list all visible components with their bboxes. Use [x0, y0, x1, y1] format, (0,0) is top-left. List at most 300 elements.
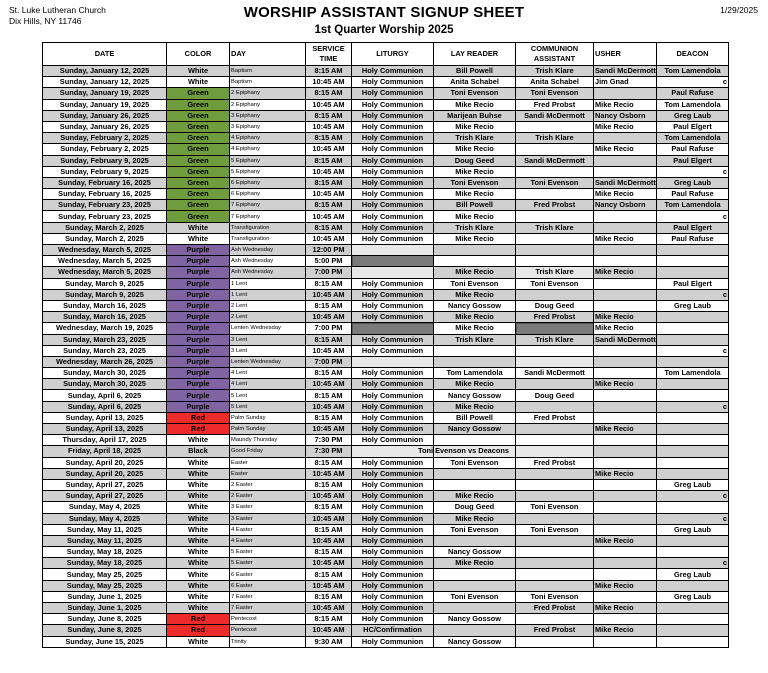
cell-liturgy: Holy Communion — [352, 569, 434, 580]
cell-color: Green — [167, 211, 230, 222]
cell-usher — [594, 412, 657, 423]
cell-service-time: 10:45 AM — [306, 345, 352, 356]
cell-day: 5 Easter — [230, 558, 306, 569]
cell-lay-reader: Nancy Gossow — [434, 390, 516, 401]
cell-day: 3 Easter — [230, 502, 306, 513]
table-row — [43, 267, 729, 278]
cell-color: White — [167, 479, 230, 490]
table-row — [43, 256, 729, 267]
cell-color: White — [167, 491, 230, 502]
cell-usher — [594, 614, 657, 625]
cell-liturgy: Holy Communion — [352, 614, 434, 625]
cell-color: White — [167, 222, 230, 233]
cell-communion-assistant: Anita Schabel — [516, 77, 594, 88]
cell-lay-reader: Nancy Gossow — [434, 614, 516, 625]
cell-deacon: Greg Laub — [657, 524, 729, 535]
cell-color: White — [167, 233, 230, 244]
cell-liturgy: Holy Communion — [352, 491, 434, 502]
cell-communion-assistant — [516, 345, 594, 356]
cell-service-time: 10:45 AM — [306, 535, 352, 546]
cell-communion-assistant — [516, 289, 594, 300]
cell-usher: Mike Recio — [594, 603, 657, 614]
cell-service-time: 10:45 AM — [306, 401, 352, 412]
cell-usher: Mike Recio — [594, 580, 657, 591]
cell-service-time: 8:15 AM — [306, 177, 352, 188]
cell-communion-assistant — [516, 401, 594, 412]
cell-liturgy: Holy Communion — [352, 603, 434, 614]
cell-deacon — [657, 580, 729, 591]
cell-liturgy — [352, 245, 434, 256]
cell-day: 3 Lent — [230, 345, 306, 356]
church-name: St. Luke Lutheran Church — [9, 5, 106, 15]
cell-lay-reader — [434, 435, 516, 446]
table-row — [43, 479, 729, 490]
cell-color: Purple — [167, 334, 230, 345]
cell-liturgy: Holy Communion — [352, 547, 434, 558]
table-row — [43, 524, 729, 535]
cell-service-time: 7:00 PM — [306, 356, 352, 367]
cell-day: 2 Lent — [230, 300, 306, 311]
cell-lay-reader: Toni Evenson — [434, 177, 516, 188]
table-row — [43, 356, 729, 367]
cell-date: Sunday, May 18, 2025 — [43, 547, 167, 558]
cell-usher — [594, 435, 657, 446]
cell-communion-assistant: Trish Klare — [516, 133, 594, 144]
cell-service-time: 9:30 AM — [306, 636, 352, 647]
cell-day: 7 Easter — [230, 603, 306, 614]
cell-usher — [594, 300, 657, 311]
cell-day: Baptism — [230, 77, 306, 88]
cell-usher: Mike Recio — [594, 535, 657, 546]
cell-day: 4 Easter — [230, 524, 306, 535]
cell-deacon: Paul Rafuse — [657, 233, 729, 244]
cell-day: 1 Lent — [230, 289, 306, 300]
cell-service-time: 10:45 AM — [306, 289, 352, 300]
cell-color: Green — [167, 177, 230, 188]
cell-color: Purple — [167, 245, 230, 256]
cell-usher: Mike Recio — [594, 625, 657, 636]
cell-deacon: Paul Rafuse — [657, 189, 729, 200]
cell-usher — [594, 345, 657, 356]
cell-lay-reader: Mike Recio — [434, 289, 516, 300]
cell-day: 2 Epiphany — [230, 99, 306, 110]
cell-deacon: Tom Lamendola — [657, 99, 729, 110]
cell-usher — [594, 289, 657, 300]
cell-day: 5 Easter — [230, 547, 306, 558]
cell-date: Sunday, May 4, 2025 — [43, 513, 167, 524]
cell-liturgy: Holy Communion — [352, 457, 434, 468]
cell-usher: Mike Recio — [594, 189, 657, 200]
cell-lay-reader: Toni Evenson — [434, 278, 516, 289]
cell-day: 2 Epiphany — [230, 88, 306, 99]
cell-color: Green — [167, 121, 230, 132]
table-row — [43, 535, 729, 546]
signup-table — [42, 42, 729, 648]
cell-day: 4 Epiphany — [230, 133, 306, 144]
cell-color: Red — [167, 424, 230, 435]
cell-color: Green — [167, 200, 230, 211]
cell-communion-assistant — [516, 479, 594, 490]
cell-usher: Mike Recio — [594, 323, 657, 334]
cell-lay-reader: Nancy Gossow — [434, 547, 516, 558]
cell-date: Sunday, June 1, 2025 — [43, 591, 167, 602]
table-row — [43, 547, 729, 558]
table-row — [43, 390, 729, 401]
cell-communion-assistant — [516, 379, 594, 390]
cell-deacon — [657, 446, 729, 457]
col-header-liturgy: LITURGY — [352, 43, 434, 66]
cell-lay-reader — [434, 256, 516, 267]
cell-usher: Jim Gnad — [594, 77, 657, 88]
cell-deacon — [657, 502, 729, 513]
cell-liturgy: Holy Communion — [352, 99, 434, 110]
cell-date: Sunday, March 23, 2025 — [43, 334, 167, 345]
table-row — [43, 591, 729, 602]
sheet-date: 1/29/2025 — [720, 5, 758, 15]
cell-day: Trinity — [230, 636, 306, 647]
cell-lay-reader — [434, 569, 516, 580]
cell-deacon — [657, 245, 729, 256]
cell-usher: Sandi McDermott — [595, 177, 656, 187]
cell-date: Sunday, March 2, 2025 — [43, 222, 167, 233]
cell-date: Friday, April 18, 2025 — [43, 446, 167, 457]
cell-deacon: Paul Elgert — [657, 278, 729, 289]
cell-day: Transfiguration — [230, 233, 306, 244]
cell-date: Sunday, June 8, 2025 — [43, 625, 167, 636]
cell-communion-assistant: Fred Probst — [516, 200, 594, 211]
cell-usher: Nancy Osborn — [594, 200, 657, 211]
cell-liturgy — [352, 256, 434, 267]
cell-usher: Mike Recio — [594, 233, 657, 244]
cell-day: Good Friday — [230, 446, 306, 457]
cell-day: Ash Wednesday — [230, 267, 306, 278]
cell-color: Red — [167, 625, 230, 636]
table-header-row — [43, 43, 729, 66]
table-row — [43, 446, 729, 457]
cell-communion-assistant — [516, 211, 594, 222]
cell-lay-reader — [434, 625, 516, 636]
church-location: Dix Hills, NY 11746 — [9, 16, 82, 26]
table-row — [43, 177, 729, 188]
cell-lay-reader: Doug Geed — [434, 502, 516, 513]
cell-date: Sunday, February 23, 2025 — [43, 200, 167, 211]
cell-service-time: 8:15 AM — [306, 334, 352, 345]
cell-communion-assistant: Fred Probst — [516, 99, 594, 110]
cell-color: Green — [167, 155, 230, 166]
table-row — [43, 211, 729, 222]
cell-lay-reader: Tom Lamendola — [434, 368, 516, 379]
cell-communion-assistant: Sandi McDermott — [516, 155, 594, 166]
cell-day: Pentecost — [230, 614, 306, 625]
cell-communion-assistant: Trish Klare — [516, 267, 594, 278]
cell-liturgy: Holy Communion — [352, 133, 434, 144]
cell-service-time: 10:45 AM — [306, 189, 352, 200]
cell-usher: Nancy Osborn — [594, 110, 657, 121]
cell-day: 5 Lent — [230, 390, 306, 401]
cell-communion-assistant: Fred Probst — [516, 603, 594, 614]
cell-service-time: 10:45 AM — [306, 603, 352, 614]
cell-lay-reader: Toni Evenson — [434, 457, 516, 468]
cell-day: 5 Epiphany — [230, 166, 306, 177]
cell-communion-assistant — [516, 491, 594, 502]
cell-day: 3 Epiphany — [230, 121, 306, 132]
cell-liturgy: Holy Communion — [352, 222, 434, 233]
cell-liturgy: Holy Communion — [352, 502, 434, 513]
cell-deacon: Greg Laub — [657, 110, 729, 121]
table-row — [43, 636, 729, 647]
cell-communion-assistant: Doug Geed — [516, 390, 594, 401]
cell-color: Purple — [167, 312, 230, 323]
cell-liturgy: Holy Communion — [352, 166, 434, 177]
cell-liturgy: Holy Communion — [352, 591, 434, 602]
table-body — [43, 66, 729, 648]
cell-day: Transfiguration — [230, 222, 306, 233]
cell-communion-assistant: Toni Evenson — [516, 177, 594, 188]
cell-date: Sunday, April 13, 2025 — [43, 424, 167, 435]
cell-usher — [594, 524, 657, 535]
cell-communion-assistant — [516, 614, 594, 625]
cell-usher: Mike Recio — [594, 424, 657, 435]
cell-day: 4 Epiphany — [230, 144, 306, 155]
cell-lay-reader: Mike Recio — [434, 211, 516, 222]
cell-color: Purple — [167, 256, 230, 267]
cell-liturgy: Holy Communion — [352, 468, 434, 479]
cell-lay-reader: Trish Klare — [434, 222, 516, 233]
cell-usher: Sandi McDermott — [595, 334, 656, 344]
cell-usher — [594, 88, 657, 99]
cell-day: 2 Easter — [230, 479, 306, 490]
table-row — [43, 614, 729, 625]
table-row — [43, 133, 729, 144]
cell-liturgy: Holy Communion — [352, 424, 434, 435]
cell-service-time: 10:45 AM — [306, 558, 352, 569]
table-row — [43, 491, 729, 502]
cell-communion-assistant — [516, 245, 594, 256]
table-row — [43, 625, 729, 636]
cell-liturgy: Holy Communion — [352, 379, 434, 390]
cell-usher: Mike Recio — [594, 144, 657, 155]
cell-color: White — [167, 502, 230, 513]
cell-service-time: 8:15 AM — [306, 457, 352, 468]
cell-deacon: Greg Laub — [657, 591, 729, 602]
cell-lay-reader — [434, 356, 516, 367]
table-row — [43, 77, 729, 88]
col-header-date: DATE — [43, 43, 167, 66]
cell-deacon: Greg Laub — [657, 569, 729, 580]
cell-service-time: 10:45 AM — [306, 211, 352, 222]
cell-usher — [594, 569, 657, 580]
table-row — [43, 345, 729, 356]
cell-color: White — [167, 435, 230, 446]
cell-liturgy: Holy Communion — [352, 368, 434, 379]
cell-usher: Mike Recio — [594, 121, 657, 132]
table-row — [43, 110, 729, 121]
cell-liturgy: Holy Communion — [352, 479, 434, 490]
cell-service-time: 10:45 AM — [306, 424, 352, 435]
cell-color: Green — [167, 166, 230, 177]
cell-deacon — [657, 356, 729, 367]
cell-day: 7 Easter — [230, 591, 306, 602]
cell-usher — [594, 356, 657, 367]
cell-service-time: 10:45 AM — [306, 233, 352, 244]
cell-date: Sunday, March 30, 2025 — [43, 368, 167, 379]
cell-communion-assistant — [516, 558, 594, 569]
cell-usher — [594, 211, 657, 222]
col-header-lay-reader: LAY READER — [434, 43, 516, 66]
cell-lay-reader — [434, 580, 516, 591]
cell-lay-reader: Mike Recio — [434, 401, 516, 412]
table-row — [43, 278, 729, 289]
cell-color: White — [167, 547, 230, 558]
cell-usher — [594, 401, 657, 412]
cell-deacon — [657, 435, 729, 446]
cell-deacon: Paul Rafuse — [657, 88, 729, 99]
table-row — [43, 468, 729, 479]
cell-deacon: c — [657, 401, 729, 412]
cell-lay-reader: Trish Klare — [434, 133, 516, 144]
cell-deacon: Paul Elgert — [657, 155, 729, 166]
cell-liturgy: Holy Communion — [352, 211, 434, 222]
cell-communion-assistant: Trish Klare — [516, 222, 594, 233]
cell-color: White — [167, 569, 230, 580]
cell-day: 5 Lent — [230, 401, 306, 412]
cell-date: Sunday, March 16, 2025 — [43, 300, 167, 311]
cell-usher — [594, 368, 657, 379]
cell-deacon: Tom Lamendola — [657, 66, 729, 77]
cell-service-time: 8:15 AM — [306, 155, 352, 166]
table-row — [43, 155, 729, 166]
table-row — [43, 99, 729, 110]
cell-deacon — [657, 603, 729, 614]
cell-date: Sunday, February 16, 2025 — [43, 177, 167, 188]
cell-day: 4 Lent — [230, 368, 306, 379]
table-row — [43, 323, 729, 334]
cell-usher — [594, 245, 657, 256]
cell-lay-reader: Bill Powell — [434, 412, 516, 423]
cell-service-time: 10:45 AM — [306, 379, 352, 390]
cell-date: Sunday, April 13, 2025 — [43, 412, 167, 423]
table-row — [43, 334, 729, 345]
table-row — [43, 412, 729, 423]
cell-liturgy — [352, 446, 510, 457]
cell-communion-assistant — [516, 233, 594, 244]
cell-service-time: 8:15 AM — [306, 133, 352, 144]
table-row — [43, 88, 729, 99]
cell-service-time: 8:15 AM — [306, 569, 352, 580]
cell-deacon: Paul Elgert — [657, 121, 729, 132]
cell-color: Green — [167, 144, 230, 155]
cell-service-time: 10:45 AM — [306, 121, 352, 132]
cell-day: Baptism — [230, 66, 306, 77]
cell-usher — [594, 133, 657, 144]
cell-date: Sunday, April 20, 2025 — [43, 468, 167, 479]
cell-deacon — [657, 636, 729, 647]
cell-color: Purple — [167, 368, 230, 379]
table-row — [43, 513, 729, 524]
cell-lay-reader: Anita Schabel — [434, 77, 516, 88]
cell-deacon — [657, 535, 729, 546]
cell-service-time: 10:45 AM — [306, 144, 352, 155]
cell-liturgy: Holy Communion — [352, 513, 434, 524]
cell-date: Sunday, April 6, 2025 — [43, 401, 167, 412]
table-row — [43, 379, 729, 390]
cell-liturgy: Holy Communion — [352, 412, 434, 423]
cell-date: Sunday, March 23, 2025 — [43, 345, 167, 356]
cell-color: White — [167, 603, 230, 614]
col-header-day: DAY — [230, 43, 306, 66]
cell-deacon — [657, 379, 729, 390]
cell-service-time: 8:15 AM — [306, 390, 352, 401]
cell-service-time: 10:45 AM — [306, 77, 352, 88]
cell-day: Easter — [230, 457, 306, 468]
table-row — [43, 233, 729, 244]
cell-lay-reader: Toni Evenson — [434, 591, 516, 602]
cell-liturgy: Holy Communion — [352, 390, 434, 401]
page-title: WORSHIP ASSISTANT SIGNUP SHEET — [243, 4, 525, 21]
table-row — [43, 289, 729, 300]
cell-date: Sunday, April 27, 2025 — [43, 491, 167, 502]
cell-service-time: 8:15 AM — [306, 412, 352, 423]
cell-deacon: Greg Laub — [657, 177, 729, 188]
cell-date: Sunday, April 27, 2025 — [43, 479, 167, 490]
cell-deacon — [657, 457, 729, 468]
table-row — [43, 502, 729, 513]
cell-lay-reader — [434, 603, 516, 614]
cell-service-time: 8:15 AM — [306, 88, 352, 99]
cell-service-time: 7:30 PM — [306, 446, 352, 457]
cell-usher — [594, 457, 657, 468]
table-row — [43, 121, 729, 132]
cell-date: Wednesday, March 26, 2025 — [43, 356, 167, 367]
cell-service-time: 10:45 AM — [306, 166, 352, 177]
cell-day: Palm Sunday — [230, 424, 306, 435]
cell-liturgy: Holy Communion — [352, 200, 434, 211]
cell-day: 6 Easter — [230, 580, 306, 591]
cell-date: Sunday, April 6, 2025 — [43, 390, 167, 401]
table-row — [43, 401, 729, 412]
cell-communion-assistant — [516, 547, 594, 558]
cell-lay-reader: Mike Recio — [434, 513, 516, 524]
cell-communion-assistant — [516, 569, 594, 580]
cell-liturgy: Holy Communion — [352, 300, 434, 311]
cell-communion-assistant: Sandi McDermott — [516, 368, 594, 379]
cell-usher — [594, 479, 657, 490]
cell-date: Sunday, March 9, 2025 — [43, 278, 167, 289]
page-subtitle: 1st Quarter Worship 2025 — [314, 24, 454, 36]
cell-color: Purple — [167, 289, 230, 300]
cell-date: Wednesday, March 5, 2025 — [43, 267, 167, 278]
cell-lay-reader: Nancy Gossow — [434, 300, 516, 311]
cell-service-time: 10:45 AM — [306, 625, 352, 636]
cell-date: Sunday, January 26, 2025 — [43, 121, 167, 132]
cell-service-time: 8:15 AM — [306, 524, 352, 535]
cell-day: 4 Lent — [230, 379, 306, 390]
cell-liturgy — [352, 323, 434, 334]
cell-liturgy: Holy Communion — [352, 312, 434, 323]
cell-service-time: 8:15 AM — [306, 300, 352, 311]
col-header-color: COLOR — [167, 43, 230, 66]
cell-usher — [594, 558, 657, 569]
cell-lay-reader: Mike Recio — [434, 189, 516, 200]
cell-service-time: 10:45 AM — [306, 468, 352, 479]
cell-service-time: 10:45 AM — [306, 491, 352, 502]
cell-deacon: Paul Elgert — [657, 222, 729, 233]
cell-deacon: c — [657, 211, 729, 222]
col-header-service-time: SERVICE TIME — [306, 43, 352, 66]
cell-day: 6 Easter — [230, 569, 306, 580]
cell-color: White — [167, 535, 230, 546]
cell-service-time: 8:15 AM — [306, 502, 352, 513]
